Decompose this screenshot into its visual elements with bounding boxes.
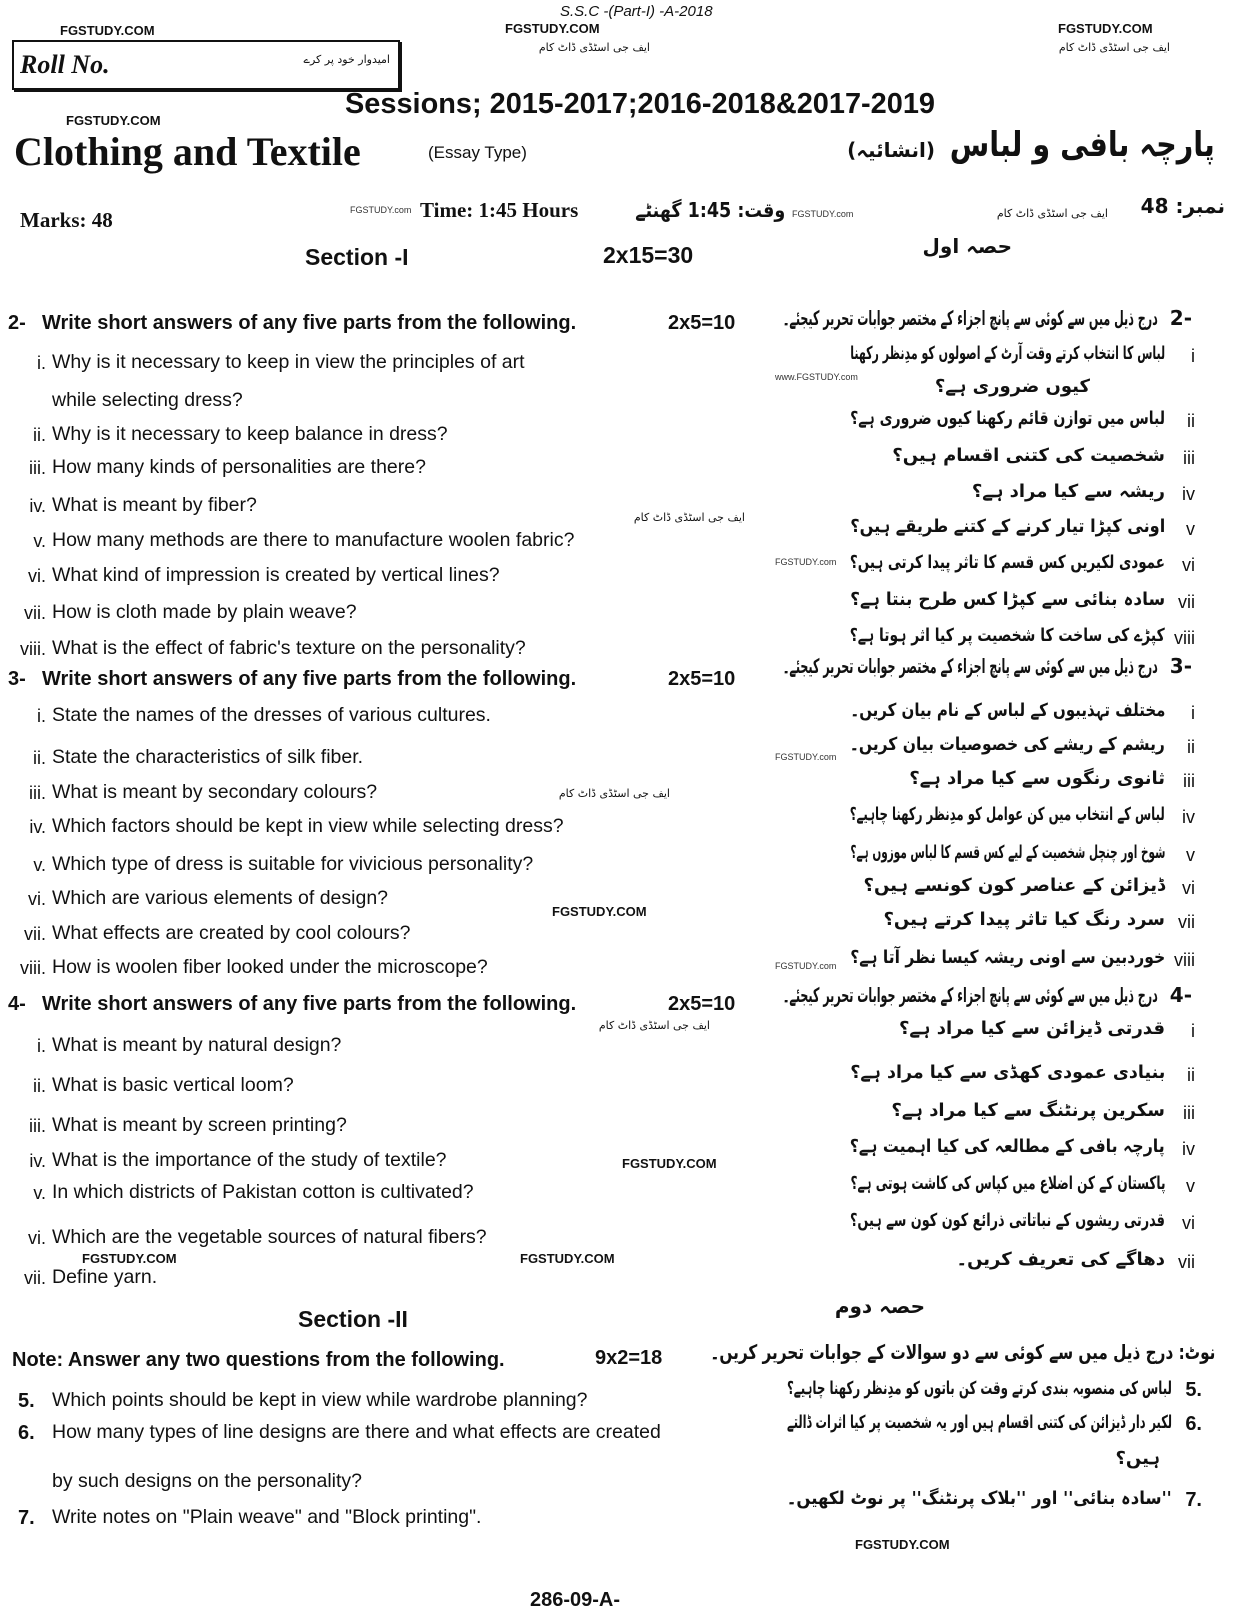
question-item-number: v. (33, 855, 46, 875)
question-prompt: Write short answers of any five parts from the following. (42, 312, 577, 334)
question-item-text-urdu: شوخ اور چنچل شخصیت کے لیے کس قسم کا لباس موزوں ہے؟ (849, 842, 1165, 863)
question-item-text-urdu: کپڑے کی ساخت کا شخصیت پر کیا اثر ہوتا ہے؟ (849, 625, 1165, 646)
question-item-number: iv. (29, 1151, 46, 1171)
question-item-number: vii. (24, 603, 46, 623)
exam-code: S.S.C -(Part-I) -A-2018 (560, 3, 713, 20)
question-item-text: State the names of the dresses of various cultures. (52, 704, 491, 726)
watermark: FGSTUDY.COM (520, 1251, 615, 1266)
question-item-text-urdu: مختلف تہذیبوں کے لباس کے نام بیان کریں۔ (850, 700, 1165, 721)
watermark: FGSTUDY.COM (82, 1251, 177, 1266)
watermark-small: FGSTUDY.com (350, 205, 412, 215)
subject-title: Clothing and Textile (14, 129, 361, 174)
question-item-text: Which factors should be kept in view while selecting dress? (52, 815, 564, 837)
section-1-title: Section -I (305, 244, 409, 270)
question-item-number: vii (1178, 1252, 1195, 1272)
question-item-text-urdu: لباس کا انتخاب کرتے وقت آرٹ کے اصولوں کو مدِنظر رکھنا (850, 343, 1165, 364)
question-item-text: Define yarn. (52, 1266, 158, 1288)
watermark-small: FGSTUDY.com (775, 961, 837, 971)
question-number-urdu: 5. (1185, 1379, 1202, 1401)
question-number: 6. (18, 1422, 35, 1444)
question-item-number: vii (1178, 592, 1195, 612)
question-item-number: i. (37, 1036, 46, 1056)
question-item-number: ii. (33, 748, 46, 768)
question-item-text-urdu-cont: کیوں ضروری ہے؟ (934, 376, 1090, 397)
question-item-number: i (1191, 703, 1195, 723)
question-item-number: vi. (28, 889, 46, 909)
question-number: 4- (8, 993, 26, 1015)
question-number-urdu: -2 (1169, 306, 1192, 330)
question-item-number: iii (1183, 771, 1195, 791)
watermark: FGSTUDY.COM (1058, 21, 1153, 36)
roll-no-label: Roll No. (20, 50, 110, 79)
question-item-text-urdu: دھاگے کی تعریف کریں۔ (956, 1249, 1165, 1270)
section-2-title: Section -II (298, 1306, 408, 1332)
question-item-number: i (1191, 346, 1195, 366)
watermark: FGSTUDY.COM (552, 904, 647, 919)
question-item-number: v (1186, 1176, 1195, 1196)
question-item-number: viii. (20, 958, 46, 978)
question-item-text: Which type of dress is suitable for vivicious personality? (52, 853, 534, 875)
question-item-text: How is cloth made by plain weave? (52, 601, 357, 623)
question-item-text: In which districts of Pakistan cotton is cultivated? (52, 1181, 474, 1203)
watermark-small: FGSTUDY.com (775, 557, 837, 567)
roll-note-urdu: امیدوار خود پر کرے (303, 53, 390, 66)
question-text-urdu: لکیر دار ڈیزائن کی کتنی اقسام ہیں اور یہ شخصیت پر کیا اثرات ڈالتے (786, 1412, 1172, 1433)
question-item-number: viii. (20, 639, 46, 659)
section-2-title-urdu: حصہ دوم (834, 1294, 925, 1318)
question-marks: 2x5=10 (668, 312, 736, 334)
watermark-small: FGSTUDY.com (775, 752, 837, 762)
question-item-text: Why is it necessary to keep balance in dress? (52, 423, 448, 445)
section-1-marks: 2x15=30 (603, 242, 694, 268)
question-number-urdu: -3 (1169, 654, 1192, 678)
question-item-number: ii (1187, 411, 1195, 431)
question-item-text: Which are the vegetable sources of natural fibers? (52, 1226, 487, 1248)
question-item-number: i (1191, 1021, 1195, 1041)
question-number-urdu: 6. (1185, 1413, 1202, 1435)
time-allowed-urdu: وقت: 1:45 گھنٹے (635, 198, 785, 222)
question-item-text-urdu: بنیادی عمودی کھڈی سے کیا مراد ہے؟ (849, 1062, 1165, 1083)
essay-type-urdu: (انشائیہ) (847, 138, 935, 162)
question-item-text: Why is it necessary to keep in view the principles of art (52, 351, 525, 373)
total-marks: Marks: 48 (20, 208, 113, 232)
question-item-number: iv (1182, 1139, 1195, 1159)
question-item-number: iii. (29, 783, 46, 803)
question-item-text: Which are various elements of design? (52, 887, 389, 909)
question-item-text-urdu: لباس کے انتخاب میں کن عوامل کو مدِنظر رکھنا چاہیے؟ (849, 804, 1165, 825)
question-item-number: v. (33, 531, 46, 551)
question-item-text: What is meant by secondary colours? (52, 781, 378, 803)
question-item-text-urdu: قدرتی ڈیزائن سے کیا مراد ہے؟ (898, 1018, 1165, 1039)
question-text-urdu: لباس کی منصوبہ بندی کرتے وقت کن باتوں کو مدِنظر رکھنا چاہیے؟ (787, 1378, 1172, 1399)
question-item-text-urdu: پاکستان کے کن اضلاع میں کپاس کی کاشت ہوتی ہے؟ (850, 1173, 1165, 1194)
question-item-number: iv. (29, 817, 46, 837)
question-number-urdu: -4 (1169, 983, 1192, 1007)
question-item-number: vi. (28, 566, 46, 586)
question-item-number: iii. (29, 1116, 46, 1136)
total-marks-urdu: نمبر: 48 (1140, 194, 1225, 218)
question-text-urdu-cont: ہیں؟ (1115, 1448, 1160, 1469)
question-item-number: ii (1187, 737, 1195, 757)
question-item-number: vii (1178, 912, 1195, 932)
question-item-number: viii (1174, 950, 1195, 970)
question-number: 7. (18, 1507, 35, 1529)
question-item-number: vi (1182, 878, 1195, 898)
question-item-number: v. (33, 1183, 46, 1203)
question-item-text: State the characteristics of silk fiber. (52, 746, 364, 768)
section-2-marks: 9x2=18 (595, 1347, 663, 1369)
question-item-number: iii. (29, 458, 46, 478)
footer-code: 286-09-A- (530, 1589, 621, 1611)
question-item-text: How many methods are there to manufacture woolen fabric? (52, 529, 575, 551)
question-text-urdu: ''سادہ بنائی'' اور ''بلاک پرنٹنگ'' پر نوٹ لکھیں۔ (787, 1488, 1172, 1509)
question-item-text: What is the effect of fabric's texture on the personality? (52, 637, 526, 659)
question-item-number: i. (37, 353, 46, 373)
question-marks: 2x5=10 (668, 668, 736, 690)
question-item-number: iv (1182, 807, 1195, 827)
question-item-text: How many kinds of personalities are there? (52, 456, 426, 478)
question-prompt: Write short answers of any five parts from the following. (42, 993, 577, 1015)
watermark-urdu: ایف جی اسٹڈی ڈاٹ کام (633, 511, 745, 524)
question-item-text-urdu: سرد رنگ کیا تاثر پیدا کرتے ہیں؟ (883, 909, 1165, 930)
section-2-note-urdu: نوٹ: درج ذیل میں سے کوئی سے دو سوالات کے جوابات تحریر کریں۔ (710, 1340, 1215, 1364)
watermark: FGSTUDY.COM (622, 1156, 717, 1171)
sessions: Sessions; 2015-2017;2016-2018&2017-2019 (345, 88, 936, 120)
question-item-text-urdu: شخصیت کی کتنی اقسام ہیں؟ (892, 445, 1165, 466)
question-item-text-urdu: پارچہ بافی کے مطالعہ کی کیا اہمیت ہے؟ (850, 1136, 1165, 1157)
question-text: Which points should be kept in view while wardrobe planning? (52, 1389, 588, 1411)
watermark-www: www.FGSTUDY.com (775, 372, 858, 382)
question-item-number: ii (1187, 1065, 1195, 1085)
essay-type: (Essay Type) (428, 143, 527, 162)
question-text-cont: by such designs on the personality? (52, 1470, 363, 1492)
question-number: 5. (18, 1390, 35, 1412)
question-item-number: i. (37, 706, 46, 726)
question-item-text: What is meant by natural design? (52, 1034, 342, 1056)
watermark-small: FGSTUDY.com (792, 209, 854, 219)
question-item-number: iv. (29, 496, 46, 516)
question-item-number: vi (1182, 555, 1195, 575)
watermark-urdu: ایف جی اسٹڈی ڈاٹ کام (1058, 41, 1170, 54)
question-item-text-urdu: اونی کپڑا تیار کرنے کے کتنے طریقے ہیں؟ (849, 516, 1165, 537)
question-item-text: What is meant by fiber? (52, 494, 257, 516)
watermark: FGSTUDY.COM (60, 23, 155, 38)
question-item-number: iii (1183, 1103, 1195, 1123)
watermark-urdu: ایف جی اسٹڈی ڈاٹ کام (558, 787, 670, 800)
question-item-number: iv (1182, 484, 1195, 504)
question-item-text: What effects are created by cool colours? (52, 922, 411, 944)
question-item-text: What is meant by screen printing? (52, 1114, 347, 1136)
question-item-text: What kind of impression is created by vertical lines? (52, 564, 500, 586)
question-prompt-urdu: درج ذیل میں سے کوئی سے پانچ اجزاء کے مختصر جوابات تحریر کیجئے۔ (783, 654, 1158, 678)
question-item-text: How is woolen fiber looked under the microscope? (52, 956, 488, 978)
question-item-text-urdu: ڈیزائن کے عناصر کون کونسے ہیں؟ (863, 875, 1165, 896)
question-item-number: ii. (33, 425, 46, 445)
question-item-number: v (1186, 845, 1195, 865)
question-marks: 2x5=10 (668, 993, 736, 1015)
question-item-text-urdu: قدرتی ریشوں کے نباتاتی ذرائع کون کون سے ہیں؟ (850, 1210, 1165, 1231)
section-2-note: Note: Answer any two questions from the following. (12, 1349, 505, 1371)
question-item-number: v (1186, 519, 1195, 539)
watermark-urdu: ایف جی اسٹڈی ڈاٹ کام (598, 1019, 710, 1032)
watermark-urdu: ایف جی اسٹڈی ڈاٹ کام (538, 41, 650, 54)
question-item-text-urdu: ریشہ سے کیا مراد ہے؟ (971, 481, 1165, 502)
question-prompt-urdu: درج ذیل میں سے کوئی سے پانچ اجزاء کے مختصر جوابات تحریر کیجئے۔ (783, 306, 1158, 330)
question-item-text-urdu: ریشم کے ریشے کی خصوصیات بیان کریں۔ (849, 734, 1165, 755)
watermark: FGSTUDY.COM (66, 113, 161, 128)
section-1-title-urdu: حصہ اول (922, 234, 1012, 258)
question-number: 3- (8, 668, 26, 690)
question-text: Write notes on "Plain weave" and "Block printing". (52, 1506, 482, 1528)
question-item-text-urdu: ثانوی رنگوں سے کیا مراد ہے؟ (909, 768, 1165, 789)
question-item-number: vi (1182, 1213, 1195, 1233)
question-item-number: iii (1183, 448, 1195, 468)
question-item-number: ii. (33, 1076, 46, 1096)
time-allowed: Time: 1:45 Hours (420, 198, 579, 222)
question-prompt: Write short answers of any five parts from the following. (42, 668, 577, 690)
question-item-number: vi. (28, 1228, 46, 1248)
question-item-text-urdu: لباس میں توازن قائم رکھنا کیوں ضروری ہے؟ (849, 408, 1165, 429)
watermark: FGSTUDY.COM (505, 21, 600, 36)
question-number-urdu: 7. (1185, 1489, 1202, 1511)
question-item-text-urdu: سادہ بنائی سے کپڑا کس طرح بنتا ہے؟ (850, 589, 1165, 610)
footer-watermark: FGSTUDY.COM (855, 1537, 950, 1552)
subject-title-urdu: پارچہ بافی و لباس (949, 125, 1215, 165)
question-number: 2- (8, 312, 26, 334)
question-prompt-urdu: درج ذیل میں سے کوئی سے پانچ اجزاء کے مختصر جوابات تحریر کیجئے۔ (783, 983, 1158, 1007)
question-item-number: vii. (24, 1268, 46, 1288)
question-item-text-urdu: سکرین پرنٹنگ سے کیا مراد ہے؟ (891, 1100, 1165, 1121)
watermark-urdu: ایف جی اسٹڈی ڈاٹ کام (996, 207, 1108, 220)
question-text: How many types of line designs are there and what effects are created (52, 1421, 661, 1443)
question-item-text: What is the importance of the study of textile? (52, 1149, 447, 1171)
question-item-number: viii (1174, 628, 1195, 648)
question-item-number: vii. (24, 924, 46, 944)
question-item-text-cont: while selecting dress? (52, 389, 243, 411)
question-item-text: What is basic vertical loom? (52, 1074, 294, 1096)
question-item-text-urdu: عمودی لکیریں کس قسم کا تاثر پیدا کرتی ہیں؟ (849, 552, 1165, 573)
question-item-text-urdu: خوردبین سے اونی ریشہ کیسا نظر آتا ہے؟ (850, 947, 1165, 968)
